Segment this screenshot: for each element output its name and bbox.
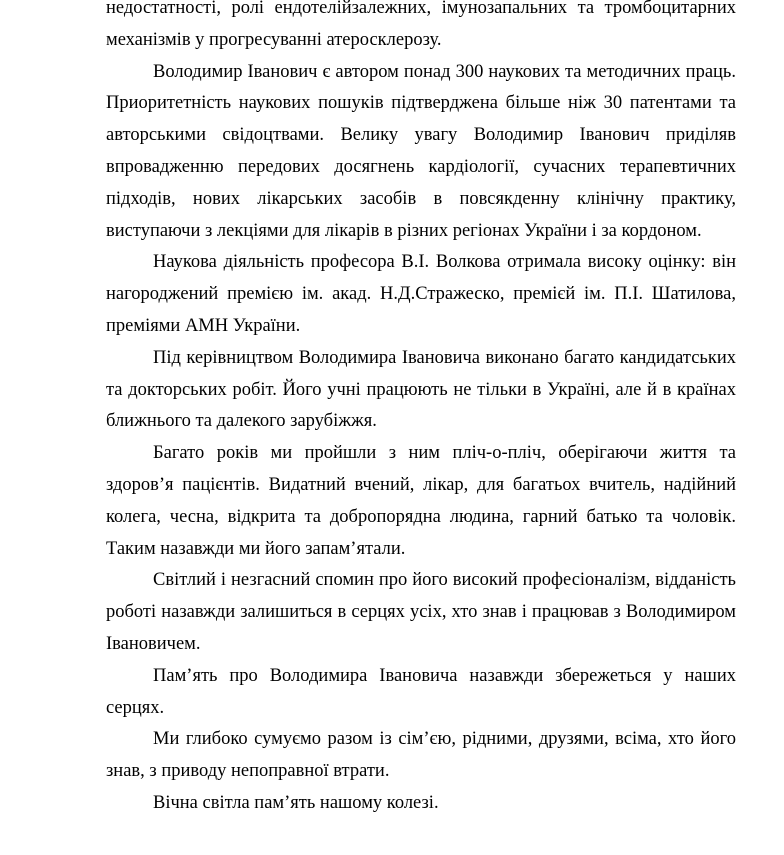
paragraph: Вічна світла пам’ять нашому колезі. [153, 792, 439, 813]
paragraph: Багато років ми пройшли з ним пліч-о-пліч, оберігаючи життя та здоров’я пацієнтів. Видатний вчений, лікар, для багатьох вчитель, надійний колега, чесна, відкрита та добропорядна людина, гарний батько та чоловік. Таким назавжди ми його запам’ятали. [106, 443, 736, 559]
paragraph: Світлий і незгасний спомин про його високий професіоналізм, відданість роботі назавжди залишиться в серцях усіх, хто знав і працював з Володимиром Івановичем. [106, 570, 736, 654]
paragraph: Ми глибоко сумуємо разом із сім’єю, рідними, друзями, всіма, хто його знав, з приводу непоправної втрати. [106, 729, 736, 782]
paragraph: недостатності, ролі ендотелійзалежних, імунозапальних та тромбоцитарних механізмів у прогресуванні атеросклерозу. [106, 0, 736, 50]
document-text [106, 0, 736, 820]
paragraph: Володимир Іванович є автором понад 300 наукових та методичних праць. Приоритетність наукових пошуків підтверджена більше ніж 30 патентами та авторськими свідоцтвами. Велику увагу Володимир Іванович приділяв впровадженню передових досягнень кардіології, сучасних терапевтичних підходів, нових лікарських засобів в повсякденну клінічну практику, виступаючи з лекціями для лікарів в різних регіонах України і за кордоном. [106, 61, 736, 241]
paragraph: Пам’ять про Володимира Івановича назавжди збережеться у наших серцях. [106, 665, 736, 718]
paragraph: Наукова діяльність професора В.І. Волкова отримала високу оцінку: він нагороджений премією ім. акад. Н.Д.Стражеско, премієй ім. П.І. Шатилова, преміями АМН України. [106, 252, 736, 336]
paragraph: Під керівництвом Володимира Івановича виконано багато кандидатських та докторських робіт. Його учні працюють не тільки в Україні, але й в країнах ближнього та далекого зарубіжжя. [106, 347, 736, 432]
